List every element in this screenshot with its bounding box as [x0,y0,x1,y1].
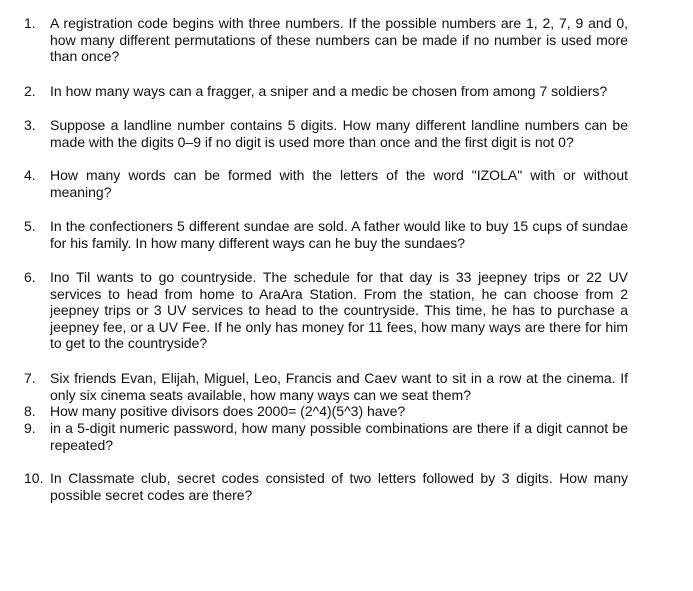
question-text: Suppose a landline number contains 5 digits. How many different landline numbers can be made with the digits 0–9 if no digit is used more than once and the first digit is not 0? [50,117,628,150]
question-text: in a 5-digit numeric password, how many possible combinations are there if a digit cannot be repeated? [50,420,628,453]
question-2 [24,83,628,100]
question-4 [24,167,628,200]
question-text: A registration code begins with three numbers. If the possible numbers are 1, 2, 7, 9 and 0, how many different permutations of these numbers can be made if no number is used more than once? [50,15,628,65]
question-8 [24,403,628,420]
question-text: In Classmate club, secret codes consisted of two letters followed by 3 digits. How many possible secret codes are there? [50,470,628,503]
question-number: 6. [24,269,36,285]
question-number: 10. [24,470,44,486]
question-number: 2. [24,83,36,99]
question-6 [24,269,628,352]
question-7 [24,370,628,403]
question-text: How many positive divisors does 2000= (2^4)(5^3) have? [50,403,406,419]
question-1 [24,15,628,65]
question-number: 8. [24,403,36,419]
question-5 [24,218,628,251]
question-number: 9. [24,420,36,436]
question-number: 3. [24,117,36,133]
question-text: In the confectioners 5 different sundae are sold. A father would like to buy 15 cups of sundae for his family. In how many different ways can he buy the sundaes? [50,218,628,251]
question-3 [24,117,628,150]
question-text: In how many ways can a fragger, a sniper and a medic be chosen from among 7 soldiers? [50,83,608,99]
question-text: Ino Til wants to go countryside. The schedule for that day is 33 jeepney trips or 22 UV services to head from home to AraAra Station. From the station, he can choose from 2 jeepney trips or 3 UV services to head to the countryside. This time, he has to purchase a jeepney fee, or a UV Fee. If he only has money for 11 fees, how many ways are there for him to get to the countryside? [50,269,628,352]
question-number: 1. [24,15,36,31]
question-number: 7. [24,370,36,386]
question-text: Six friends Evan, Elijah, Miguel, Leo, Francis and Caev want to sit in a row at the cinema. If only six cinema seats available, how many ways can we seat them? [50,370,628,403]
question-10 [24,470,628,503]
question-number: 5. [24,218,36,234]
question-9 [24,420,628,453]
question-text: How many words can be formed with the letters of the word "IZOLA" with or without meaning? [50,167,628,200]
question-number: 4. [24,167,36,183]
